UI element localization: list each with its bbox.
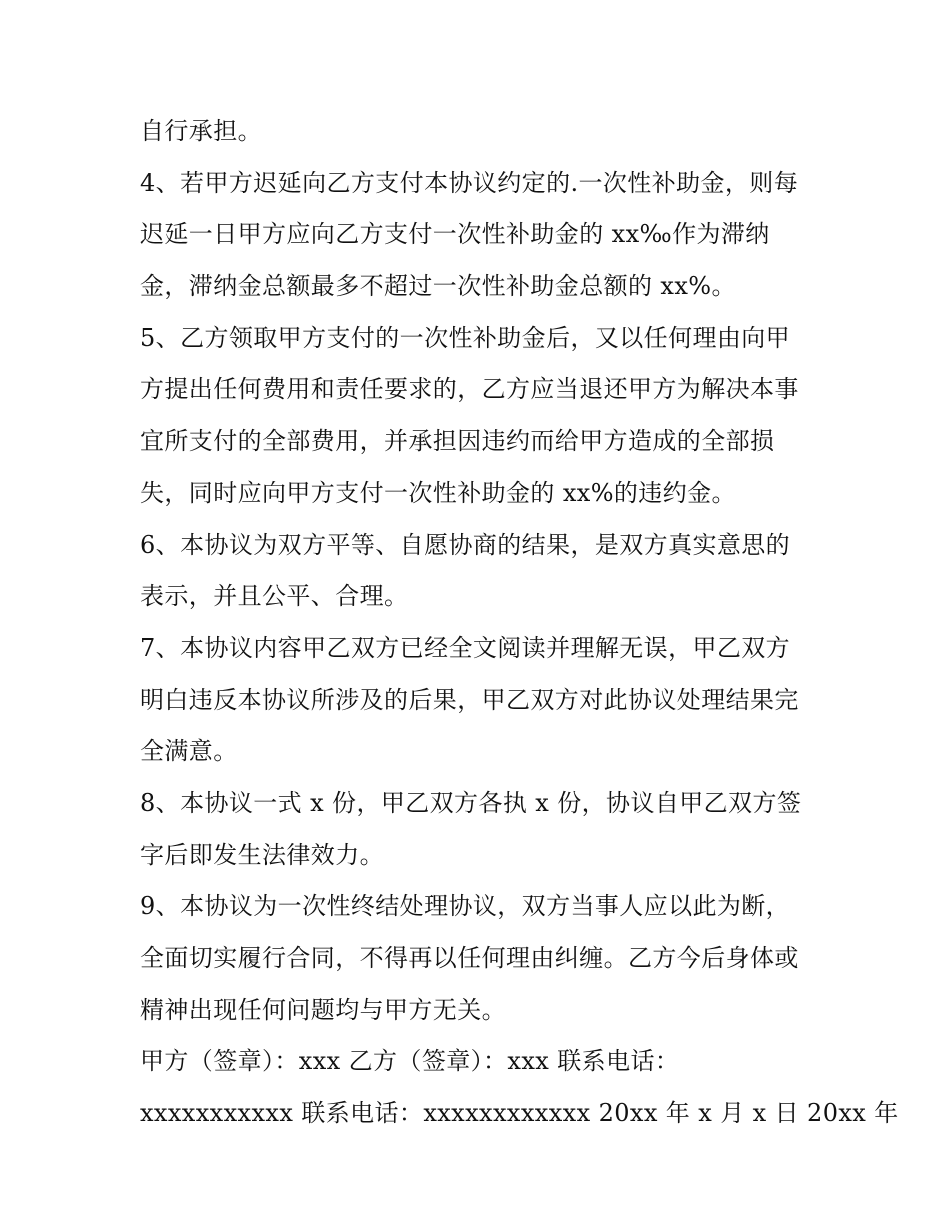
clause-6-line: 6、本协议为双方平等、自愿协商的结果，是双方真实意思的 bbox=[140, 530, 791, 559]
text-line: 自行承担。 bbox=[140, 117, 262, 145]
text-line: 表示，并且公平、合理。 bbox=[140, 582, 409, 611]
clause-5-line: 5、乙方领取甲方支付的一次性补助金后，又以任何理由向甲 bbox=[140, 323, 791, 352]
clause-9-line: 9、本协议为一次性终结处理协议，双方当事人应以此为断， bbox=[140, 892, 791, 921]
text-line: 明白违反本协议所涉及的后果，甲乙双方对此协议处理结果完 bbox=[140, 685, 799, 714]
text-line: 失，同时应向甲方支付一次性补助金的 xx%的违约金。 bbox=[140, 478, 736, 507]
text-line: 方提出任何费用和责任要求的，乙方应当退还甲方为解决本事 bbox=[140, 375, 799, 404]
contact-date-line: xxxxxxxxxxx 联系电话：xxxxxxxxxxxx 20xx 年 x 月 x 日 20xx 年 bbox=[140, 1099, 899, 1128]
clause-4-line: 4、若甲方迟延向乙方支付本协议约定的.一次性补助金，则每 bbox=[140, 168, 799, 197]
text-line: 宜所支付的全部费用，并承担因违约而给甲方造成的全部损 bbox=[140, 427, 775, 456]
text-line: 字后即发生法律效力。 bbox=[140, 840, 384, 869]
text-line: 迟延一日甲方应向乙方支付一次性补助金的 xx‰作为滞纳 bbox=[140, 220, 770, 249]
text-line: 金，滞纳金总额最多不超过一次性补助金总额的 xx%。 bbox=[140, 272, 736, 301]
clause-7-line: 7、本协议内容甲乙双方已经全文阅读并理解无误，甲乙双方 bbox=[140, 633, 791, 662]
agreement-text bbox=[140, 106, 899, 1140]
signature-line: 甲方（签章）：xxx 乙方（签章）：xxx 联系电话： bbox=[140, 1047, 680, 1076]
text-line: 全面切实履行合同，不得再以任何理由纠缠。乙方今后身体或 bbox=[140, 944, 799, 972]
clause-8-line: 8、本协议一式 x 份，甲乙双方各执 x 份，协议自甲乙双方签 bbox=[140, 788, 802, 817]
text-line: 全满意。 bbox=[140, 737, 238, 766]
text-line: 精神出现任何问题均与甲方无关。 bbox=[140, 995, 506, 1024]
